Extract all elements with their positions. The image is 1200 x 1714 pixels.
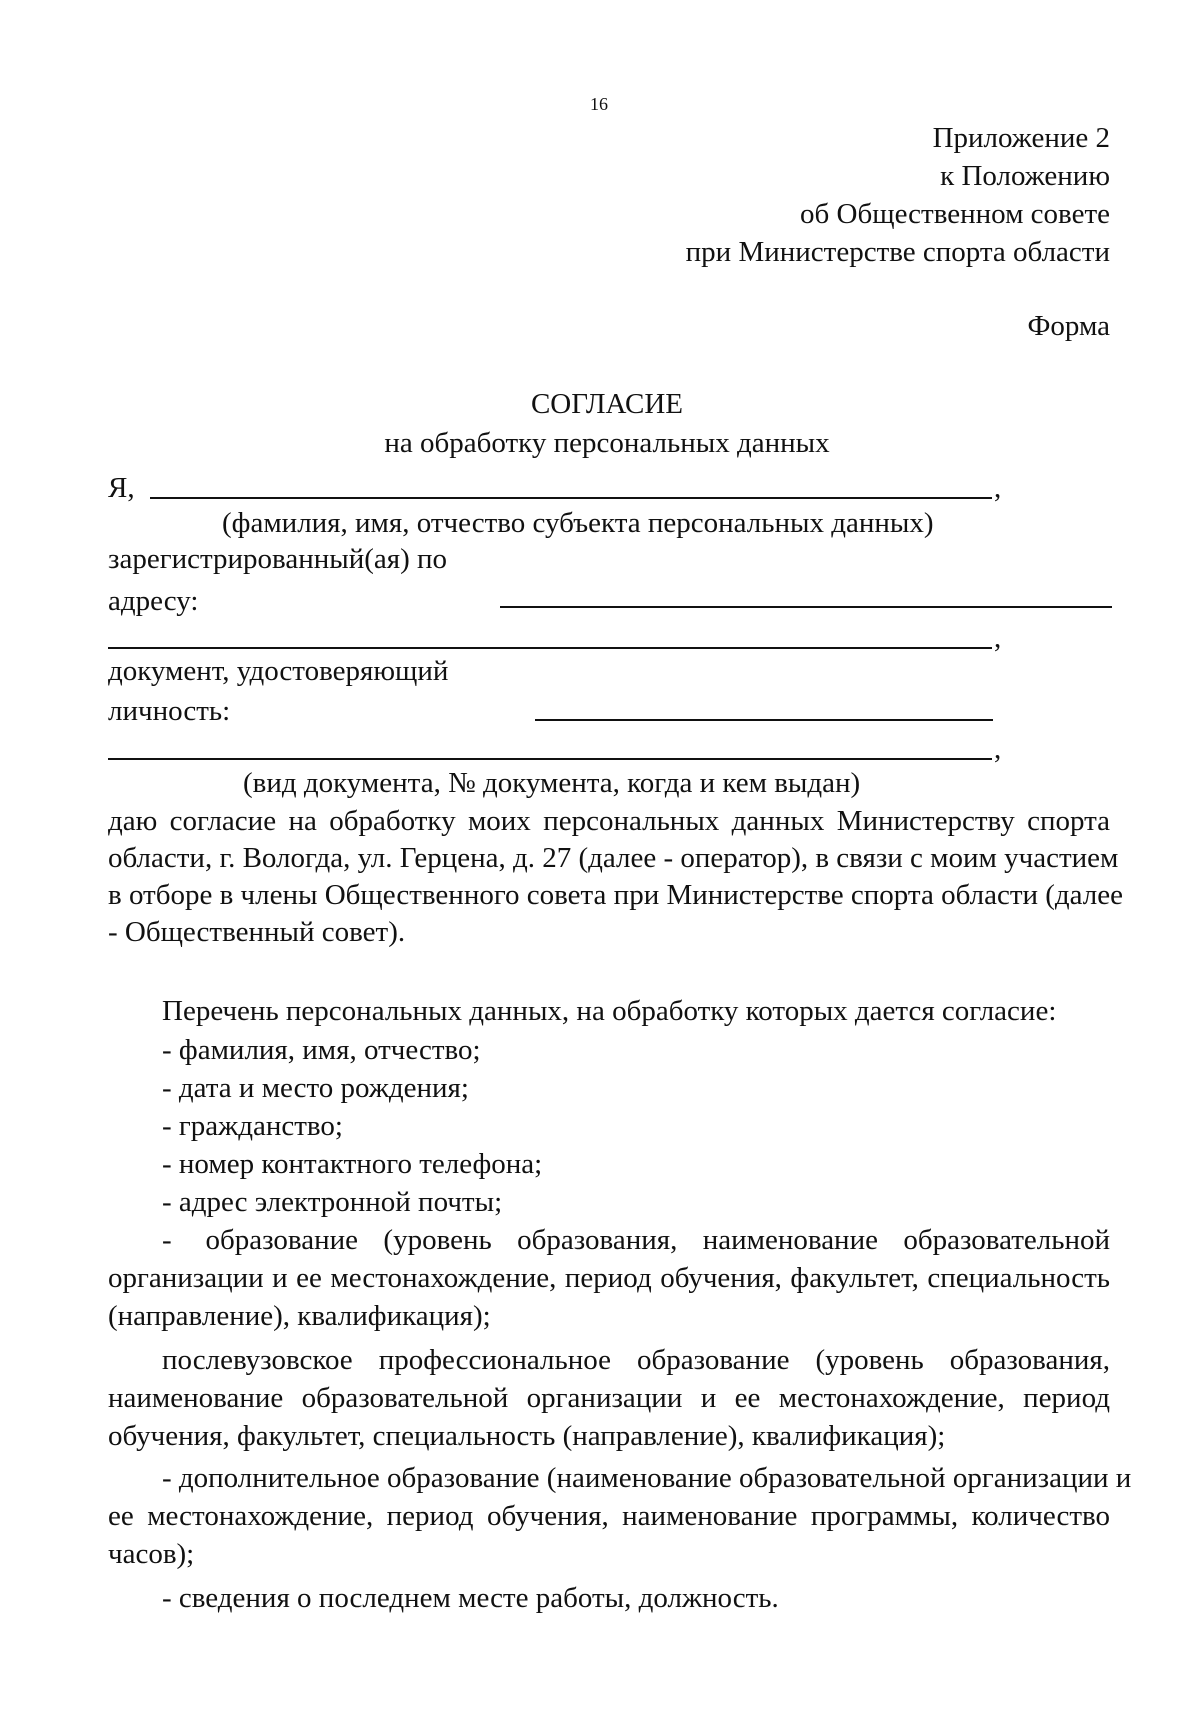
- last-list-item: - сведения о последнем месте работы, должность.: [162, 1582, 779, 1614]
- address-label: адресу:: [108, 585, 199, 617]
- comma: ,: [994, 622, 1002, 654]
- document-label: документ, удостоверяющий: [108, 655, 449, 687]
- additional-line: часов);: [108, 1538, 195, 1570]
- document-caption: (вид документа, № документа, когда и кем выдан): [243, 767, 861, 799]
- consent-line: области, г. Вологда, ул. Герцена, д. 27 (далее - оператор), в связи с моим участием: [108, 842, 1119, 874]
- list-item: - фамилия, имя, отчество;: [162, 1034, 481, 1066]
- consent-line: в отборе в члены Общественного совета при Министерстве спорта области (далее: [108, 879, 1124, 911]
- annex-line-3: об Общественном совете: [800, 198, 1110, 230]
- page-number: 16: [590, 94, 608, 114]
- registered-label: зарегистрированный(ая) по: [108, 543, 448, 575]
- annex-line-4: при Министерстве спорта области: [685, 236, 1110, 268]
- consent-line: даю согласие на обработку моих персональных данных Министерству спорта: [108, 805, 1110, 837]
- education-line: организации и ее местонахождение, период обучения, факультет, специальность: [108, 1262, 1110, 1294]
- annex-line-1: Приложение 2: [932, 122, 1110, 154]
- education-line: (направление), квалификация);: [108, 1300, 491, 1332]
- address-field-line-1[interactable]: [500, 606, 1112, 608]
- list-intro: Перечень персональных данных, на обработку которых дается согласие:: [162, 995, 1057, 1027]
- postgrad-line: обучения, факультет, специальность (направление), квалификация);: [108, 1420, 946, 1452]
- postgrad-line: послевузовское профессиональное образование (уровень образования,: [162, 1344, 1110, 1376]
- list-item: - адрес электронной почты;: [162, 1186, 503, 1218]
- additional-line: - дополнительное образование (наименование образовательной организации и: [162, 1462, 1132, 1494]
- list-item: - гражданство;: [162, 1110, 343, 1142]
- form-label: Форма: [1027, 310, 1110, 342]
- list-item: - дата и место рождения;: [162, 1072, 469, 1104]
- additional-line: ее местонахождение, период обучения, наименование программы, количество: [108, 1500, 1110, 1532]
- annex-line-2: к Положению: [940, 160, 1110, 192]
- document-title: СОГЛАСИЕ: [530, 388, 684, 420]
- list-item: - номер контактного телефона;: [162, 1148, 543, 1180]
- fio-caption: (фамилия, имя, отчество субъекта персональных данных): [222, 507, 934, 539]
- i-label: Я,: [108, 472, 135, 504]
- education-line: - образование (уровень образования, наименование образовательной: [162, 1224, 1110, 1256]
- document-field-line-1[interactable]: [535, 719, 993, 721]
- document-field-line-2[interactable]: [108, 758, 992, 760]
- identity-label: личность:: [108, 695, 231, 727]
- fio-field-line[interactable]: [150, 497, 992, 499]
- postgrad-line: наименование образовательной организации и ее местонахождение, период: [108, 1382, 1110, 1414]
- consent-line: - Общественный совет).: [108, 916, 406, 948]
- address-field-line-2[interactable]: [108, 647, 992, 649]
- document-subtitle: на обработку персональных данных: [384, 427, 830, 459]
- comma: ,: [994, 733, 1002, 765]
- comma: ,: [994, 472, 1002, 504]
